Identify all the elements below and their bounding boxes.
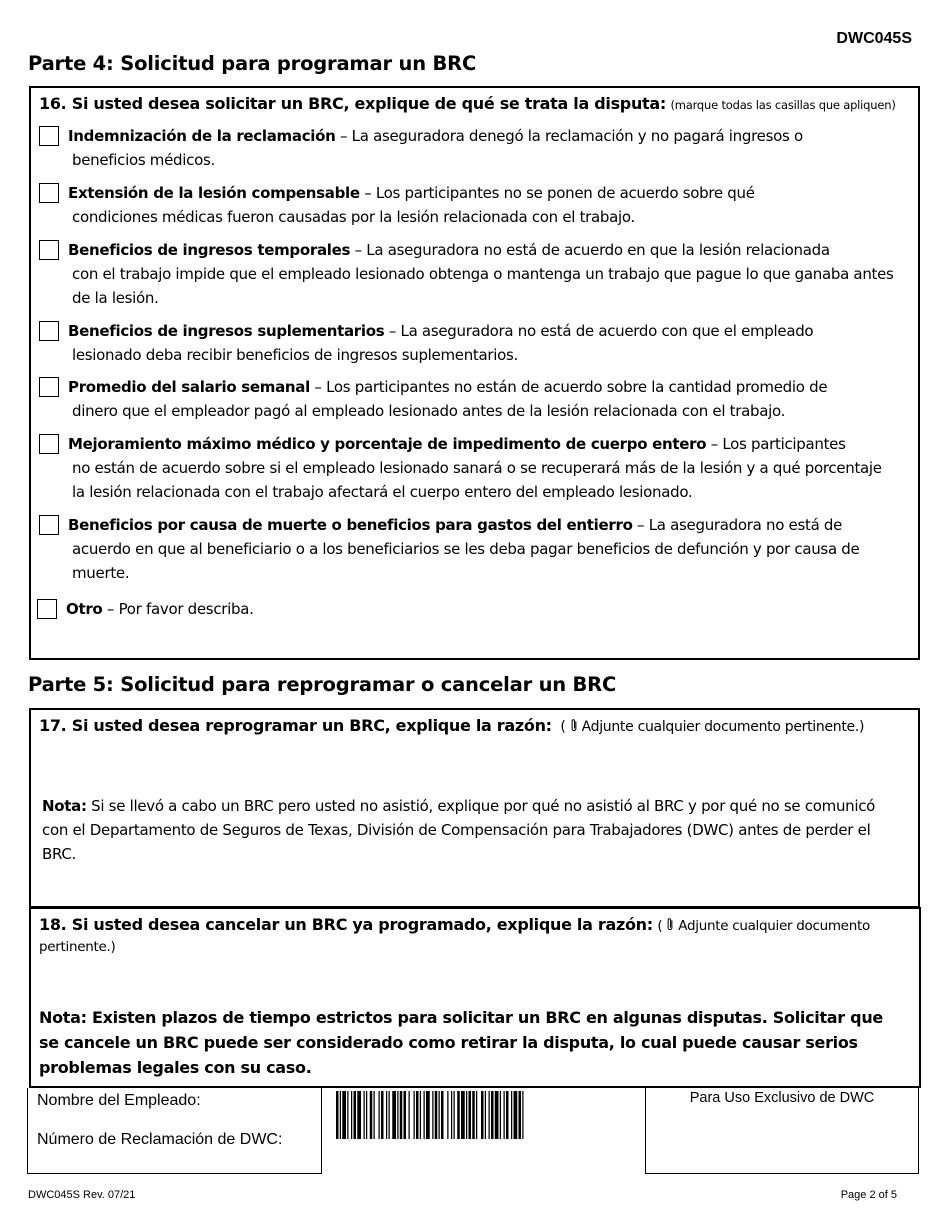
question-17-hint: Adjunte cualquier documento pertinente.): [581, 719, 865, 735]
option-text-continued: con el trabajo impide que el empleado lesionado obtenga o mantenga un trabajo que pague lo que ganaba antes de la lesión.: [72, 265, 894, 307]
option-title: Otro: [66, 600, 103, 618]
barcode-bar: [379, 1091, 380, 1139]
barcode-bar: [451, 1091, 452, 1139]
barcode-bar: [441, 1091, 444, 1139]
question-16-label: 16. Si usted desea solicitar un BRC, explique de qué se trata la disputa:: [39, 94, 666, 113]
option-text-continued: dinero que el empleador pagó al empleado lesionado antes de la lesión relacionada con el trabajo.: [72, 402, 786, 420]
attachment-open-paren: (: [560, 719, 566, 735]
option-title: Beneficios de ingresos temporales: [68, 241, 351, 259]
barcode-bar: [374, 1091, 375, 1139]
barcode-bar: [340, 1091, 341, 1139]
question-18-box[interactable]: [29, 907, 921, 1088]
barcode-bar: [404, 1091, 407, 1139]
barcode-bar: [481, 1091, 484, 1139]
checkbox-death-burial-benefits[interactable]: [39, 515, 59, 535]
question-17-box[interactable]: [29, 708, 920, 908]
option-title: Extensión de la lesión compensable: [68, 184, 360, 202]
barcode-bar: [351, 1091, 352, 1139]
option-title: Indemnización de la reclamación: [68, 127, 336, 145]
barcode-bar: [416, 1091, 419, 1139]
form-id: DWC045S: [836, 30, 912, 47]
question-16-heading: [39, 92, 912, 117]
option-title: Beneficios de ingresos suplementarios: [68, 322, 385, 340]
option-text-continued: beneficios médicos.: [72, 151, 215, 169]
barcode-bar: [469, 1091, 472, 1139]
barcode-bar: [485, 1091, 486, 1139]
barcode-bar: [457, 1091, 460, 1139]
barcode-bar: [357, 1091, 361, 1139]
checkbox-other[interactable]: [37, 599, 57, 619]
barcode-bar: [472, 1091, 475, 1139]
option-text: – La aseguradora denegó la reclamación y no pagará ingresos o: [335, 127, 803, 145]
option-text-continued: no están de acuerdo sobre si el empleado lesionado sanará o se recuperará más de la lesión y a qué porcentaje la lesión relacionada con el trabajo afectará el cuerpo entero del empleado lesionado.: [72, 459, 882, 501]
barcode-bar: [466, 1091, 467, 1139]
barcode-bar: [354, 1091, 357, 1139]
barcode-bar: [342, 1091, 346, 1139]
barcode-bar: [500, 1091, 501, 1139]
barcode-bar: [400, 1091, 403, 1139]
barcode-bar: [511, 1091, 512, 1139]
option-extent-of-injury: [39, 181, 898, 229]
option-title: Beneficios por causa de muerte o beneficios para gastos del entierro: [68, 516, 633, 534]
barcode-bar: [414, 1091, 415, 1139]
part4-title: Parte 4: Solicitud para programar un BRC: [28, 52, 477, 75]
barcode-bar: [389, 1091, 390, 1139]
question-18-hint: Adjunte cualquier documento pertinente.): [39, 918, 870, 955]
attachment-open-paren: (: [657, 918, 663, 934]
dwc-use-box: [645, 1088, 919, 1174]
barcode-bar: [386, 1091, 387, 1139]
checkbox-mmi-impairment-rating[interactable]: [39, 434, 59, 454]
barcode-bar: [519, 1091, 522, 1139]
employee-name-label: Nombre del Empleado:: [37, 1092, 201, 1109]
question-16-box: [29, 86, 920, 660]
checkbox-claim-compensability[interactable]: [39, 126, 59, 146]
question-17-heading: [39, 714, 912, 739]
barcode-bar: [347, 1091, 348, 1139]
option-text: – La aseguradora no está de acuerdo en que la lesión relacionada: [350, 241, 830, 259]
option-temporary-income-benefits: [39, 238, 898, 310]
question-18-note: Nota: Existen plazos de tiempo estrictos para solicitar un BRC en algunas disputas. Solicitar que se cancele un BRC puede ser considerado como retirar la disputa, lo cual puede causar serios problemas legales con su caso.: [39, 1008, 883, 1077]
barcode-bar: [435, 1091, 438, 1139]
barcode-bar: [409, 1091, 410, 1139]
note-label: Nota:: [42, 797, 87, 815]
checkbox-extent-of-injury[interactable]: [39, 183, 59, 203]
barcode-bar: [426, 1091, 430, 1139]
option-claim-compensability: [39, 124, 898, 172]
option-death-burial-benefits: [39, 513, 898, 585]
dwc-use-label: Para Uso Exclusivo de DWC: [689, 1090, 875, 1106]
option-text: – Los participantes: [706, 435, 846, 453]
checkbox-average-weekly-wage[interactable]: [39, 377, 59, 397]
option-text: – Los participantes no están de acuerdo sobre la cantidad promedio de: [309, 378, 828, 396]
question-17-label: 17. Si usted desea reprogramar un BRC, explique la razón:: [39, 716, 552, 735]
paperclip-icon: [665, 917, 675, 932]
option-title: Promedio del salario semanal: [68, 378, 310, 396]
form-revision: DWC045S Rev. 07/21: [28, 1189, 136, 1201]
barcode-bar: [432, 1091, 433, 1139]
barcode-bar: [336, 1091, 339, 1139]
barcode-bar: [447, 1091, 448, 1139]
option-text-continued: acuerdo en que al beneficiario o a los beneficiarios se les deba pagar beneficios de defunción y por causa de muerte.: [72, 540, 860, 582]
question-18-label: 18. Si usted desea cancelar un BRC ya programado, explique la razón:: [39, 915, 653, 934]
option-text-continued: condiciones médicas fueron causadas por la lesión relacionada con el trabajo.: [72, 208, 635, 226]
barcode-bar: [506, 1091, 509, 1139]
option-title: Mejoramiento máximo médico y porcentaje de impedimento de cuerpo entero: [68, 435, 707, 453]
part5-title: Parte 5: Solicitud para reprogramar o cancelar un BRC: [28, 673, 617, 696]
option-mmi-impairment-rating: [39, 432, 898, 504]
barcode-bar: [476, 1091, 477, 1139]
note-text: Si se llevó a cabo un BRC pero usted no asistió, explique por qué no asistió al BRC y por qué no se comunicó con el Departamento de Seguros de Texas, División de Compensación para Trabajadores (DWC) antes de perder el BRC.: [42, 797, 876, 863]
barcode-bar: [504, 1091, 505, 1139]
option-other: [37, 597, 898, 621]
employee-info-box: [27, 1088, 322, 1174]
question-17-note: [42, 794, 894, 866]
barcode-bar: [424, 1091, 425, 1139]
barcode-bar: [514, 1091, 518, 1139]
barcode-bar: [439, 1091, 440, 1139]
question-18-heading: [39, 915, 899, 957]
barcode: [336, 1091, 630, 1139]
barcode-bar: [381, 1091, 384, 1139]
barcode-bar: [489, 1091, 490, 1139]
barcode-bar: [397, 1091, 398, 1139]
barcode-bar: [522, 1091, 523, 1139]
barcode-bar: [364, 1091, 365, 1139]
option-average-weekly-wage: [39, 375, 898, 423]
option-supplemental-income-benefits: [39, 319, 898, 367]
option-text: – La aseguradora no está de: [632, 516, 843, 534]
checkbox-supplemental-income-benefits[interactable]: [39, 321, 59, 341]
question-16-hint: (marque todas las casillas que apliquen): [670, 98, 896, 112]
barcode-bar: [491, 1091, 494, 1139]
option-text: – La aseguradora no está de acuerdo con que el empleado: [384, 322, 814, 340]
barcode-bar: [495, 1091, 499, 1139]
claim-number-label: Número de Reclamación de DWC:: [37, 1131, 283, 1148]
barcode-bar: [392, 1091, 396, 1139]
page-number: Page 2 of 5: [840, 1189, 897, 1201]
paperclip-icon: [569, 718, 579, 733]
checkbox-temporary-income-benefits[interactable]: [39, 240, 59, 260]
option-text: – Por favor describa.: [102, 600, 254, 618]
barcode-bar: [461, 1091, 465, 1139]
barcode-bar: [420, 1091, 421, 1139]
option-text-continued: lesionado deba recibir beneficios de ingresos suplementarios.: [72, 346, 518, 364]
barcode-bar: [370, 1091, 373, 1139]
barcode-bar: [366, 1091, 367, 1139]
option-text: – Los participantes no se ponen de acuerdo sobre qué: [359, 184, 755, 202]
barcode-bar: [454, 1091, 455, 1139]
